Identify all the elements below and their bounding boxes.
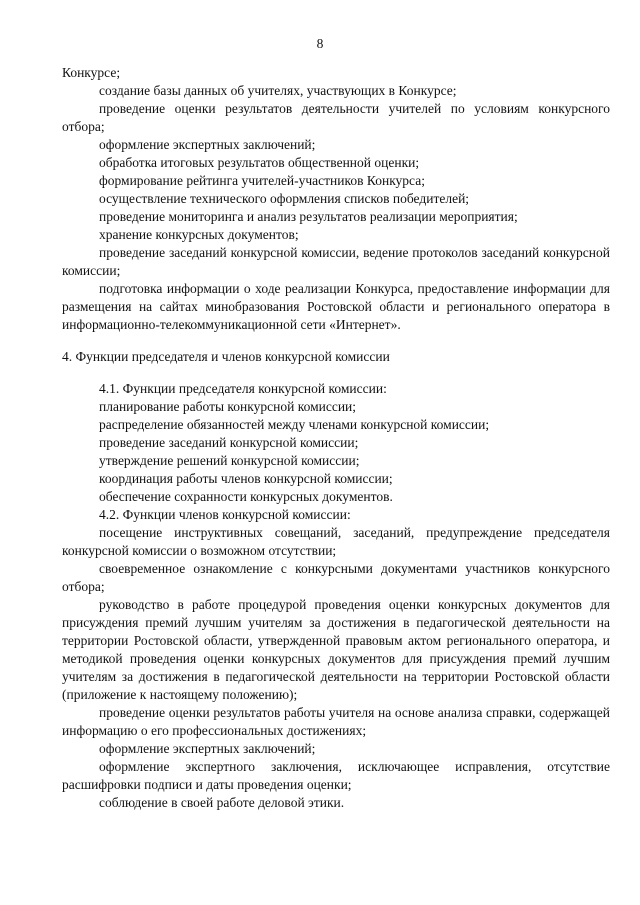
paragraph: посещение инструктивных совещаний, заседаний, предупреждение председателя конкурсной комиссии о возможном отсутствии; — [62, 525, 610, 558]
paragraph: Конкурсе; — [62, 65, 121, 80]
page-number: 8 — [316, 36, 324, 51]
paragraph: оформление экспертных заключений; — [99, 741, 316, 756]
paragraph: оформление экспертных заключений; — [99, 137, 316, 152]
paragraph: руководство в работе процедурой проведения оценки конкурсных документов для присуждения премий лучшим учителям за достижения в педагогической деятельности на территории Ростовской области, утвержденной правовым актом регионального оператора, и методикой проведения оценки конкурсных документов для присуждения премий лучшим учителям за достижения в педагогической деятельности на территории Ростовской области (приложение к настоящему положению); — [62, 597, 610, 702]
paragraph: проведение оценки результатов работы учителя на основе анализа справки, содержащей информацию о его профессиональных достижениях; — [62, 705, 610, 738]
document-body — [62, 64, 610, 812]
paragraph: проведение оценки результатов деятельности учителей по условиям конкурсного отбора; — [62, 101, 610, 134]
paragraph: проведение заседаний конкурсной комиссии, ведение протоколов заседаний конкурсной комиссии; — [62, 245, 610, 278]
subsection-title: 4.2. Функции членов конкурсной комиссии: — [99, 507, 351, 522]
paragraph: обеспечение сохранности конкурсных документов. — [99, 489, 393, 504]
paragraph: своевременное ознакомление с конкурсными документами участников конкурсного отбора; — [62, 561, 610, 594]
paragraph: формирование рейтинга учителей-участников Конкурса; — [99, 173, 425, 188]
section-1 — [62, 64, 610, 334]
paragraph: распределение обязанностей между членами конкурсной комиссии; — [99, 417, 490, 432]
paragraph: подготовка информации о ходе реализации Конкурса, предоставление информации для размещения на сайтах минобразования Ростовской области и регионального оператора в информационно-телекоммуникационной сети «Интернет». — [62, 281, 610, 332]
paragraph: создание базы данных об учителях, участвующих в Конкурсе; — [99, 83, 457, 98]
subsection-title: 4.1. Функции председателя конкурсной комиссии: — [99, 381, 387, 396]
paragraph: хранение конкурсных документов; — [99, 227, 299, 242]
paragraph: проведение мониторинга и анализ результатов реализации мероприятия; — [99, 209, 518, 224]
paragraph: соблюдение в своей работе деловой этики. — [99, 795, 345, 810]
paragraph: осуществление технического оформления списков победителей; — [99, 191, 470, 206]
paragraph: координация работы членов конкурсной комиссии; — [99, 471, 393, 486]
paragraph: утверждение решений конкурсной комиссии; — [99, 453, 360, 468]
paragraph: планирование работы конкурсной комиссии; — [99, 399, 357, 414]
section-heading: 4. Функции председателя и членов конкурсной комиссии — [62, 349, 390, 364]
paragraph: проведение заседаний конкурсной комиссии; — [99, 435, 359, 450]
paragraph: оформление экспертного заключения, исключающее исправления, отсутствие расшифровки подписи и даты проведения оценки; — [62, 759, 610, 792]
paragraph: обработка итоговых результатов общественной оценки; — [99, 155, 420, 170]
section-2 — [62, 380, 610, 812]
